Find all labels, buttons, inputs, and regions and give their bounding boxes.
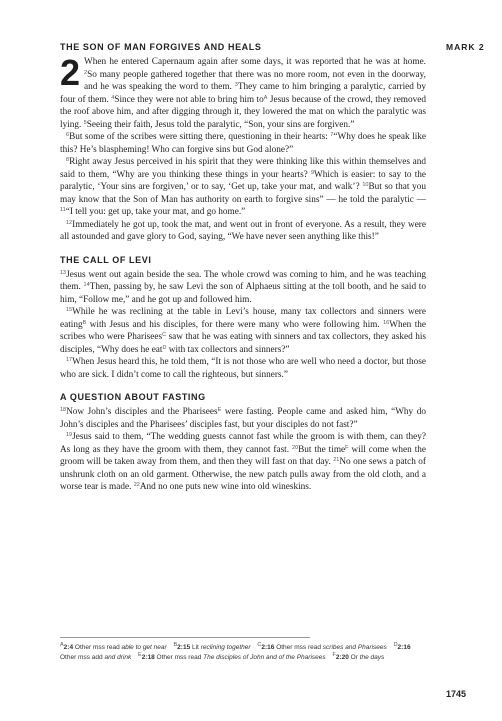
verse-text: with tax collectors and sinners?” bbox=[168, 344, 290, 355]
verse-number: 11 bbox=[60, 207, 66, 213]
footnote-item bbox=[60, 644, 167, 651]
footnote-variant: scribes and Pharisees bbox=[322, 644, 387, 651]
section-heading-forgives-heals: THE SON OF MAN FORGIVES AND HEALS bbox=[60, 42, 262, 52]
footnote-item bbox=[332, 654, 384, 661]
verse-text: No one sews a patch of unshrunk cloth on an old garment. Otherwise, the new patch pulls away from the old cloth, and a worse tear is made. bbox=[60, 457, 427, 492]
verse-text: They came to him bringing a paralytic, carried by four of them. bbox=[60, 82, 426, 105]
verse-text: Now John’s disciples and the Pharisees bbox=[66, 407, 218, 417]
verse-text: Since they were not able to bring him to bbox=[114, 94, 264, 105]
verse-number: 6 bbox=[66, 132, 70, 138]
footnote-letter: D bbox=[393, 642, 398, 648]
verse-number: 3 bbox=[234, 82, 238, 88]
paragraph bbox=[60, 356, 426, 381]
verse-number: 22 bbox=[133, 482, 140, 488]
footnote-text: Other mss read bbox=[276, 644, 321, 651]
verse-text: Which is easier: to say to the paralytic, ‘Your sins are forgiven,’ or to say, ‘Get up, take your mat, and walk’? bbox=[60, 169, 426, 192]
footnote-variant: the days bbox=[359, 654, 385, 661]
paragraph bbox=[60, 52, 426, 131]
footnote-letter: F bbox=[332, 652, 336, 658]
page-number: 1745 bbox=[446, 689, 467, 699]
paragraph bbox=[60, 269, 426, 307]
footnote-reference: 2:4 bbox=[63, 644, 74, 651]
footnote-item bbox=[174, 644, 251, 651]
verse-number: 5 bbox=[83, 119, 87, 126]
paragraph bbox=[60, 431, 426, 494]
verse-number: 18 bbox=[60, 407, 67, 413]
footnote-divider bbox=[60, 637, 310, 638]
text-column bbox=[60, 42, 426, 494]
paragraph bbox=[60, 219, 426, 244]
footnote-text: Other mss read bbox=[156, 654, 202, 661]
footnote-marker[interactable]: E bbox=[217, 407, 222, 413]
footnote-item bbox=[257, 644, 386, 651]
verse-text: So many people gathered together that there was no more room, not even in the doorway, and he was speaking the word to them. bbox=[84, 69, 426, 92]
verse-text: Seeing their faith, Jesus told the paralytic, “Son, your sins are forgiven.” bbox=[86, 119, 355, 130]
verse-text: Right away Jesus perceived in his spirit that they were thinking like this within themselves and said to them, “Why are you thinking these things in your hearts? bbox=[60, 157, 426, 180]
footnote-item bbox=[138, 654, 326, 661]
footnote-letter: A bbox=[60, 642, 64, 648]
verse-number: 21 bbox=[333, 457, 340, 463]
footnote-text: Other mss read bbox=[74, 644, 120, 651]
footnote-marker[interactable]: A bbox=[263, 94, 268, 101]
verse-text: “I tell you: get up, take your mat, and go home.” bbox=[65, 207, 246, 217]
verse-number: 10 bbox=[362, 182, 369, 188]
verse-number: 20 bbox=[292, 444, 299, 451]
footnote-text: Or bbox=[350, 654, 358, 661]
footnote-variant: able to get near bbox=[121, 644, 167, 651]
verse-number: 16 bbox=[383, 319, 390, 326]
footnote-marker[interactable]: C bbox=[162, 332, 167, 338]
footnote-letter: C bbox=[257, 642, 262, 648]
chapter-drop-cap: 2 bbox=[60, 52, 81, 93]
verse-number: 14 bbox=[83, 282, 90, 288]
footnotes bbox=[60, 643, 426, 663]
footnote-reference: 2:20 bbox=[335, 654, 349, 661]
footnote-text: Other mss add bbox=[60, 654, 103, 661]
verse-text: will come when the groom will be taken away from them, and then they will fast on that day. bbox=[60, 444, 427, 467]
verse-text: saw that he was eating with sinners and tax collectors, they asked his disciples, “Why does he eat bbox=[60, 332, 426, 355]
verse-text: But so that you may know that the Son of Man has authority on earth to forgive sins” — he told the paralytic — bbox=[60, 182, 427, 205]
verse-text: Jesus said to them, “The wedding guests cannot fast while the groom is with them, can they? As long as they have the groom with them, they cannot fast. bbox=[60, 432, 426, 455]
paragraph bbox=[60, 306, 426, 356]
verse-text: When the scribes who were Pharisees bbox=[60, 319, 427, 342]
footnote-variant: The disciples of John and of the Pharisees bbox=[203, 654, 326, 661]
verse-number: 8 bbox=[66, 157, 70, 163]
verse-number: 13 bbox=[60, 269, 67, 276]
footnote-letter: E bbox=[138, 652, 142, 658]
verse-text: When he entered Capernaum again after some days, it was reported that he was at home. bbox=[84, 57, 426, 67]
verse-number: 17 bbox=[66, 357, 73, 363]
verse-text: “Why does he speak like this? He’s blaspheming! Who can forgive sins but God alone?” bbox=[60, 132, 426, 155]
footnote-marker[interactable]: B bbox=[82, 319, 87, 326]
section-heading-question-fasting: A QUESTION ABOUT FASTING bbox=[60, 392, 206, 402]
verse-text: Jesus went out again beside the sea. The whole crowd was coming to him, and he was teaching them. bbox=[60, 269, 426, 292]
verse-number: 4 bbox=[111, 94, 115, 101]
verse-number: 12 bbox=[66, 219, 73, 226]
footnote-text: Lit bbox=[192, 644, 199, 651]
verse-number: 19 bbox=[66, 432, 73, 438]
footnote-reference: 2:15 bbox=[177, 644, 191, 651]
verse-text: Then, passing by, he saw Levi the son of Alphaeus sitting at the toll booth, and he said to him, “Follow me,” and he got up and followed him. bbox=[60, 282, 427, 305]
verse-text: When Jesus heard this, he told them, “It is not those who are well who need a doctor, but those who are sick. I didn’t come to call the righteous, but sinners.” bbox=[60, 357, 426, 380]
verse-number: 9 bbox=[310, 169, 315, 176]
footnote-marker[interactable]: D bbox=[162, 344, 167, 351]
verse-text: were fasting. People came and asked him, “Why do John’s disciples and the Pharisees’ disciples fast, but your disciples do not fast?” bbox=[60, 407, 427, 430]
footnote-variant: and drink bbox=[104, 654, 132, 661]
footnote-reference: 2:16 bbox=[261, 644, 275, 651]
verse-number: 2 bbox=[84, 69, 88, 76]
verse-number: 15 bbox=[66, 307, 73, 313]
running-head: MARK 2 bbox=[446, 42, 485, 52]
verse-text: But the time bbox=[298, 444, 346, 455]
verse-text: And no one puts new wine into old wineskins. bbox=[139, 482, 312, 492]
verse-text: with Jesus and his disciples, for there were many who were following him. bbox=[89, 319, 380, 330]
verse-text: Jesus because of the crowd, they removed the roof above him, and after digging through it, they lowered the mat on which the paralytic was lying. bbox=[60, 94, 426, 130]
verse-number: 7 bbox=[330, 132, 334, 138]
paragraph bbox=[60, 156, 426, 219]
section-heading-call-of-levi: THE CALL OF LEVI bbox=[60, 254, 152, 265]
paragraph bbox=[60, 131, 426, 156]
footnote-letter: B bbox=[173, 642, 178, 648]
footnote-variant: reclining together bbox=[200, 644, 251, 651]
paragraph bbox=[60, 406, 426, 431]
footnote-reference: 2:16 bbox=[397, 644, 411, 651]
verse-text: Immediately he got up, took the mat, and went out in front of everyone. As a result, they were all astounded and gave glory to God, saying, “We have never seen anything like this!” bbox=[60, 219, 426, 242]
verse-text: While he was reclining at the table in Levi’s house, many tax collectors and sinners were eating bbox=[60, 307, 426, 330]
verse-text: But some of the scribes were sitting there, questioning in their hearts: bbox=[69, 132, 328, 142]
footnote-reference: 2:18 bbox=[141, 654, 155, 661]
footnote-marker[interactable]: F bbox=[345, 444, 349, 451]
